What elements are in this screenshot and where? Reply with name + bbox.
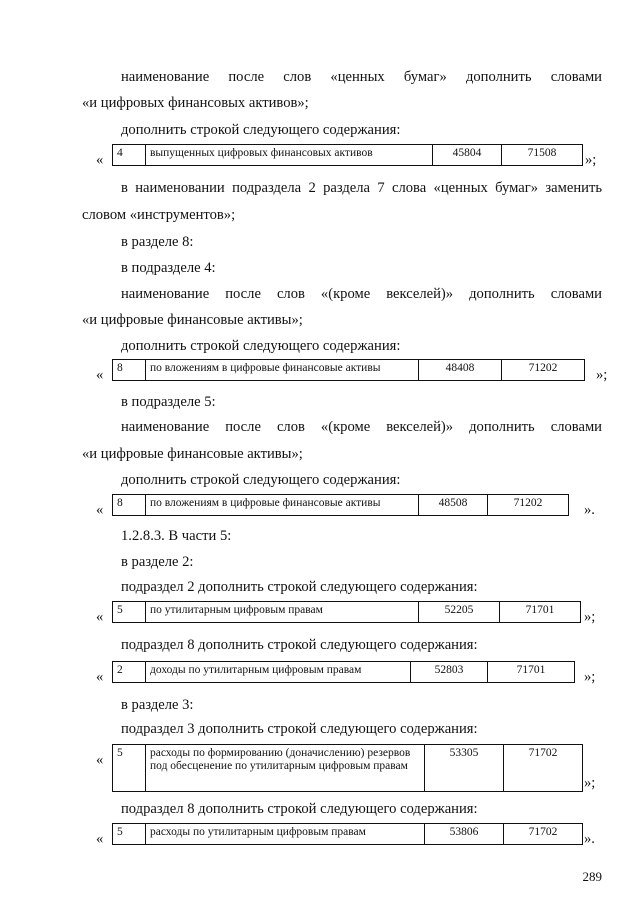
paragraph: в разделе 3:: [121, 697, 194, 713]
paragraph: дополнить строкой следующего содержания:: [121, 472, 401, 488]
open-quote: «: [96, 831, 104, 847]
row-description: выпущенных цифровых финансовых активов: [146, 145, 433, 166]
close-quote: »;: [584, 609, 596, 625]
row-description: по утилитарным цифровым правам: [146, 602, 419, 623]
open-quote: «: [96, 752, 104, 768]
paragraph: 1.2.8.3. В части 5:: [121, 528, 232, 544]
close-quote: »;: [596, 367, 608, 383]
account-code: 45804: [433, 145, 502, 166]
close-quote: ».: [584, 502, 595, 518]
close-quote: »;: [585, 152, 597, 168]
paragraph: в разделе 2:: [121, 554, 194, 570]
inserted-row-table: [112, 494, 569, 516]
open-quote: «: [96, 609, 104, 625]
row-number: 5: [113, 745, 146, 792]
row-description: расходы по формированию (доначислению) резервов под обесценение по утилитарным цифровым правам: [146, 745, 425, 792]
row-description: доходы по утилитарным цифровым правам: [146, 662, 411, 683]
open-quote: «: [96, 669, 104, 685]
symbol-code: 71702: [504, 824, 583, 845]
paragraph: подраздел 3 дополнить строкой следующего содержания:: [121, 721, 478, 737]
close-quote: ».: [584, 831, 595, 847]
paragraph: в подразделе 4:: [121, 260, 216, 276]
paragraph: подраздел 8 дополнить строкой следующего содержания:: [121, 801, 478, 817]
account-code: 48508: [419, 495, 488, 516]
paragraph: наименование после слов «(кроме векселей)» дополнить словами: [121, 419, 602, 435]
close-quote: »;: [584, 669, 596, 685]
inserted-row-table: [112, 823, 583, 845]
open-quote: «: [96, 502, 104, 518]
row-number: 4: [113, 145, 146, 166]
symbol-code: 71508: [502, 145, 583, 166]
row-number: 2: [113, 662, 146, 683]
inserted-row-table: [112, 144, 583, 166]
row-number: 5: [113, 602, 146, 623]
row-description: расходы по утилитарным цифровым правам: [146, 824, 425, 845]
inserted-row-table: [112, 661, 575, 683]
account-code: 52803: [411, 662, 488, 683]
paragraph: наименование после слов «(кроме векселей)» дополнить словами: [121, 286, 602, 302]
symbol-code: 71202: [488, 495, 569, 516]
account-code: 52205: [419, 602, 500, 623]
symbol-code: 71701: [500, 602, 581, 623]
paragraph: «и цифровые финансовые активы»;: [82, 446, 303, 462]
symbol-code: 71702: [504, 745, 583, 792]
paragraph: «и цифровых финансовых активов»;: [82, 95, 309, 111]
account-code: 48408: [419, 360, 502, 381]
paragraph: подраздел 2 дополнить строкой следующего содержания:: [121, 579, 478, 595]
paragraph: в подразделе 5:: [121, 394, 216, 410]
paragraph: дополнить строкой следующего содержания:: [121, 122, 401, 138]
paragraph: в разделе 8:: [121, 234, 194, 250]
page-number: 289: [582, 869, 602, 884]
inserted-row-table: [112, 744, 583, 792]
paragraph: «и цифровые финансовые активы»;: [82, 312, 303, 328]
row-number: 8: [113, 360, 146, 381]
paragraph: подраздел 8 дополнить строкой следующего содержания:: [121, 637, 478, 653]
account-code: 53305: [425, 745, 504, 792]
account-code: 53806: [425, 824, 504, 845]
paragraph: дополнить строкой следующего содержания:: [121, 338, 401, 354]
row-number: 8: [113, 495, 146, 516]
row-description: по вложениям в цифровые финансовые активы: [146, 495, 419, 516]
symbol-code: 71202: [502, 360, 585, 381]
row-number: 5: [113, 824, 146, 845]
paragraph: в наименовании подраздела 2 раздела 7 слова «ценных бумаг» заменить: [121, 180, 602, 196]
open-quote: «: [96, 152, 104, 168]
inserted-row-table: [112, 359, 585, 381]
inserted-row-table: [112, 601, 581, 623]
paragraph: словом «инструментов»;: [82, 207, 236, 223]
symbol-code: 71701: [488, 662, 575, 683]
close-quote: »;: [584, 775, 596, 791]
row-description: по вложениям в цифровые финансовые активы: [146, 360, 419, 381]
paragraph: наименование после слов «ценных бумаг» дополнить словами: [121, 69, 602, 85]
open-quote: «: [96, 367, 104, 383]
